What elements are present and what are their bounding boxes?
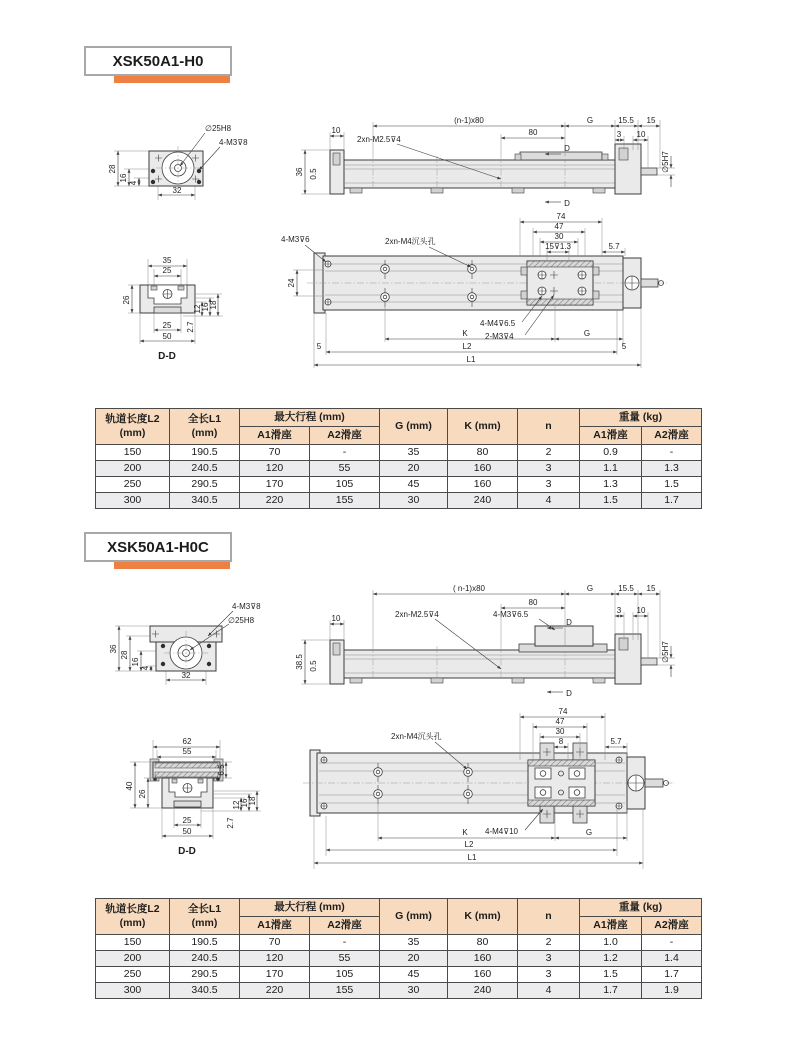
dim-label: 74	[556, 212, 566, 221]
table-cell: 4	[518, 493, 580, 509]
col-total-length: 全长L1 (mm)	[170, 409, 240, 445]
table-row	[96, 935, 702, 951]
col-weight-a1: A1滑座	[580, 917, 642, 935]
table-cell: 150	[96, 935, 170, 951]
table-cell: 1.7	[580, 983, 642, 999]
section-title: D-D	[178, 846, 196, 857]
dim-label: L2	[462, 342, 472, 351]
col-max-stroke: 最大行程 (mm)	[240, 409, 380, 427]
table-cell: 190.5	[170, 935, 240, 951]
table-cell: 1.5	[642, 477, 702, 493]
callout-label: 2-M3⊽4	[485, 332, 514, 341]
table-cell: 1.5	[580, 493, 642, 509]
col-track-length: 轨道长度L2 (mm)	[96, 899, 170, 935]
dim-label: 16	[131, 657, 140, 667]
table-row	[96, 967, 702, 983]
dim-label: 16	[119, 173, 128, 183]
table-cell: 105	[310, 967, 380, 983]
table-cell: 20	[380, 951, 448, 967]
table-row	[96, 493, 702, 509]
table-cell: 300	[96, 493, 170, 509]
table-cell: 3	[518, 461, 580, 477]
table-cell: 0.9	[580, 445, 642, 461]
table-cell: 160	[448, 477, 518, 493]
dim-label: 8	[558, 737, 564, 746]
table-cell: 2	[518, 445, 580, 461]
table-cell: 170	[240, 477, 310, 493]
table-cell: 240.5	[170, 461, 240, 477]
col-max-stroke: 最大行程 (mm)	[240, 899, 380, 917]
callout-label: 4-M3⊽8	[232, 602, 261, 611]
dim-label: 26	[138, 789, 147, 799]
col-weight: 重量 (kg)	[580, 409, 702, 427]
table-cell: 105	[310, 477, 380, 493]
table-cell: 120	[240, 951, 310, 967]
table-cell: 120	[240, 461, 310, 477]
table-cell: 155	[310, 983, 380, 999]
table-cell: -	[310, 935, 380, 951]
table-cell: 45	[380, 967, 448, 983]
col-a1-slider: A1滑座	[240, 427, 310, 445]
table-cell: 35	[380, 935, 448, 951]
table-cell: 290.5	[170, 477, 240, 493]
table-cell: 220	[240, 983, 310, 999]
dim-label: 15⊽1.3	[545, 242, 571, 251]
dim-label: G	[585, 828, 593, 837]
col-n: n	[518, 899, 580, 935]
table-row	[96, 461, 702, 477]
table-header	[96, 899, 702, 935]
table-cell: 3	[518, 951, 580, 967]
dim-label: G	[586, 116, 594, 125]
dim-label: 10	[331, 126, 341, 135]
table-cell: 160	[448, 461, 518, 477]
table-cell: 70	[240, 935, 310, 951]
table-cell: 30	[380, 493, 448, 509]
col-a2-slider: A2滑座	[310, 917, 380, 935]
table-row	[96, 951, 702, 967]
table-cell: 200	[96, 951, 170, 967]
table-cell: 35	[380, 445, 448, 461]
dim-label: 25	[162, 321, 172, 330]
col-total-length: 全长L1 (mm)	[170, 899, 240, 935]
dim-label: 26	[122, 295, 131, 305]
section-title: D-D	[158, 351, 176, 362]
callout-label: 2xn-M4沉头孔	[391, 732, 442, 741]
section-arrow-label: D	[566, 689, 572, 698]
dim-label: 0.5	[309, 660, 318, 672]
table-cell: 1.0	[580, 935, 642, 951]
model1-plan-view	[281, 212, 667, 368]
model2-plan-view	[303, 707, 675, 869]
table-cell: 4	[518, 983, 580, 999]
dim-label: 32	[172, 186, 182, 195]
col-g: G (mm)	[380, 409, 448, 445]
table-header	[96, 409, 702, 445]
dim-label: 28	[108, 164, 117, 174]
table-cell: 1.7	[642, 493, 702, 509]
table-cell: 2	[518, 935, 580, 951]
table-cell: 155	[310, 493, 380, 509]
table-cell: 220	[240, 493, 310, 509]
model2-spec-table	[95, 898, 702, 999]
dim-label: 0.5	[309, 168, 318, 180]
table-cell: 250	[96, 477, 170, 493]
dim-label: 62	[182, 737, 192, 746]
dim-label: 15	[646, 584, 656, 593]
table-cell: 80	[448, 445, 518, 461]
dim-label: 36	[295, 167, 304, 177]
table-cell: 55	[310, 951, 380, 967]
model1-section-view	[122, 256, 223, 362]
dim-label: 47	[555, 717, 565, 726]
table-cell: 70	[240, 445, 310, 461]
callout-label: 4-M3⊽6.5	[493, 610, 529, 619]
table-cell: 340.5	[170, 983, 240, 999]
model1-title: XSK50A1-H0	[84, 46, 232, 76]
col-weight-a1: A1滑座	[580, 427, 642, 445]
dim-label: 2.7	[226, 817, 235, 829]
callout-label: 2xn-M2.5⊽4	[395, 610, 439, 619]
dim-label: 35	[162, 256, 172, 265]
callout-label: ∅25H8	[228, 616, 255, 625]
dim-label: 3	[616, 130, 622, 139]
dim-label: 38.5	[295, 654, 304, 670]
dim-label: 32	[181, 671, 191, 680]
dim-label: 36	[109, 644, 118, 654]
dim-label: L2	[464, 840, 474, 849]
section-arrow-label: D	[564, 199, 570, 208]
dim-label: L1	[466, 355, 476, 364]
table-cell: 240	[448, 493, 518, 509]
table-cell: 1.2	[580, 951, 642, 967]
section-arrow-label: D	[564, 144, 570, 153]
table-cell: -	[310, 445, 380, 461]
model2-section-view	[125, 737, 261, 857]
model1-side-view	[295, 116, 675, 208]
table-cell: 160	[448, 951, 518, 967]
dim-label: G	[586, 584, 594, 593]
callout-label: 4-M4⊽6.5	[480, 319, 516, 328]
dim-label: 16	[201, 302, 210, 312]
table-row	[96, 983, 702, 999]
col-a2-slider: A2滑座	[310, 427, 380, 445]
table-cell: 30	[380, 983, 448, 999]
dim-label: 15.5	[618, 584, 634, 593]
callout-label: 2xn-M4沉头孔	[385, 237, 436, 246]
dim-label: 6.5	[217, 764, 226, 776]
model2-side-view	[295, 584, 675, 698]
dim-label: G	[583, 329, 591, 338]
model2-end-view	[109, 602, 261, 685]
dim-label: 4	[129, 180, 138, 186]
table-cell: 1.1	[580, 461, 642, 477]
dim-label: 12	[232, 800, 241, 810]
dim-label: 80	[528, 598, 538, 607]
table-cell: 1.3	[642, 461, 702, 477]
dim-label: 10	[636, 606, 646, 615]
dim-label: 25	[182, 816, 192, 825]
table-cell: 250	[96, 967, 170, 983]
dim-label: 24	[287, 278, 296, 288]
dim-label: 80	[528, 128, 538, 137]
section-arrow-label: D	[566, 618, 572, 627]
table-cell: 1.3	[580, 477, 642, 493]
dim-label: 5	[621, 342, 627, 351]
dim-label: 74	[558, 707, 568, 716]
model2-drawing	[95, 576, 700, 886]
callout-label: 4-M3⊽8	[219, 138, 248, 147]
callout-label: 4-M3⊽6	[281, 235, 310, 244]
dim-label: 12	[193, 304, 202, 314]
table-cell: 1.5	[580, 967, 642, 983]
table-cell: 55	[310, 461, 380, 477]
table-cell: 1.9	[642, 983, 702, 999]
dim-label: 40	[125, 781, 134, 791]
col-a1-slider: A1滑座	[240, 917, 310, 935]
dim-label: L1	[467, 853, 477, 862]
col-k: K (mm)	[448, 409, 518, 445]
dim-label: 4	[141, 665, 150, 671]
model2-title: XSK50A1-H0C	[84, 532, 232, 562]
model1-title-badge	[84, 46, 244, 96]
dim-label: 30	[555, 727, 565, 736]
model1-end-view	[108, 124, 248, 200]
table-cell: 160	[448, 967, 518, 983]
dim-label: K	[462, 329, 468, 338]
dim-label: K	[462, 828, 468, 837]
dim-label: 30	[554, 232, 564, 241]
table-cell: 1.7	[642, 967, 702, 983]
table-cell: 3	[518, 477, 580, 493]
model1-spec-table	[95, 408, 702, 509]
dim-label: 10	[331, 614, 341, 623]
dim-label: 3	[616, 606, 622, 615]
dim-label: 50	[162, 332, 172, 341]
dim-label: 5.7	[608, 242, 620, 251]
table-cell: 200	[96, 461, 170, 477]
dim-label: 25	[162, 266, 172, 275]
col-weight-a2: A2滑座	[642, 917, 702, 935]
dim-label: ∅5H7	[661, 641, 670, 663]
col-track-length: 轨道长度L2 (mm)	[96, 409, 170, 445]
col-weight: 重量 (kg)	[580, 899, 702, 917]
table-cell: 340.5	[170, 493, 240, 509]
col-g: G (mm)	[380, 899, 448, 935]
callout-label: ∅25H8	[205, 124, 232, 133]
dim-label: 18	[248, 796, 257, 806]
model1-drawing	[95, 106, 700, 386]
model2-title-badge	[84, 532, 244, 582]
dim-label: 47	[554, 222, 564, 231]
dim-label: 2.7	[186, 321, 195, 333]
table-cell: 240	[448, 983, 518, 999]
col-n: n	[518, 409, 580, 445]
table-cell: 150	[96, 445, 170, 461]
dim-label: 18	[209, 300, 218, 310]
table-row	[96, 445, 702, 461]
dim-label: 28	[120, 650, 129, 660]
callout-label: 2xn-M2.5⊽4	[357, 135, 401, 144]
dim-label: (n-1)x80	[454, 116, 484, 125]
table-cell: 240.5	[170, 951, 240, 967]
table-cell: 1.4	[642, 951, 702, 967]
col-weight-a2: A2滑座	[642, 427, 702, 445]
dim-label: 5.7	[610, 737, 622, 746]
dim-label: 15	[646, 116, 656, 125]
dim-label: ( n-1)x80	[452, 584, 486, 593]
dim-label: 16	[240, 798, 249, 808]
dim-label: 50	[182, 827, 192, 836]
table-cell: 45	[380, 477, 448, 493]
dim-label: ∅5H7	[661, 151, 670, 173]
table-cell: 290.5	[170, 967, 240, 983]
table-cell: 80	[448, 935, 518, 951]
col-k: K (mm)	[448, 899, 518, 935]
callout-label: 4-M4⊽10	[485, 827, 518, 836]
table-cell: 190.5	[170, 445, 240, 461]
table-cell: 20	[380, 461, 448, 477]
table-cell: 300	[96, 983, 170, 999]
dim-label: 10	[636, 130, 646, 139]
table-row	[96, 477, 702, 493]
dim-label: 15.5	[618, 116, 634, 125]
dim-label: 5	[316, 342, 322, 351]
table-cell: -	[642, 935, 702, 951]
table-cell: -	[642, 445, 702, 461]
table-cell: 170	[240, 967, 310, 983]
dim-label: 55	[182, 747, 192, 756]
table-cell: 3	[518, 967, 580, 983]
